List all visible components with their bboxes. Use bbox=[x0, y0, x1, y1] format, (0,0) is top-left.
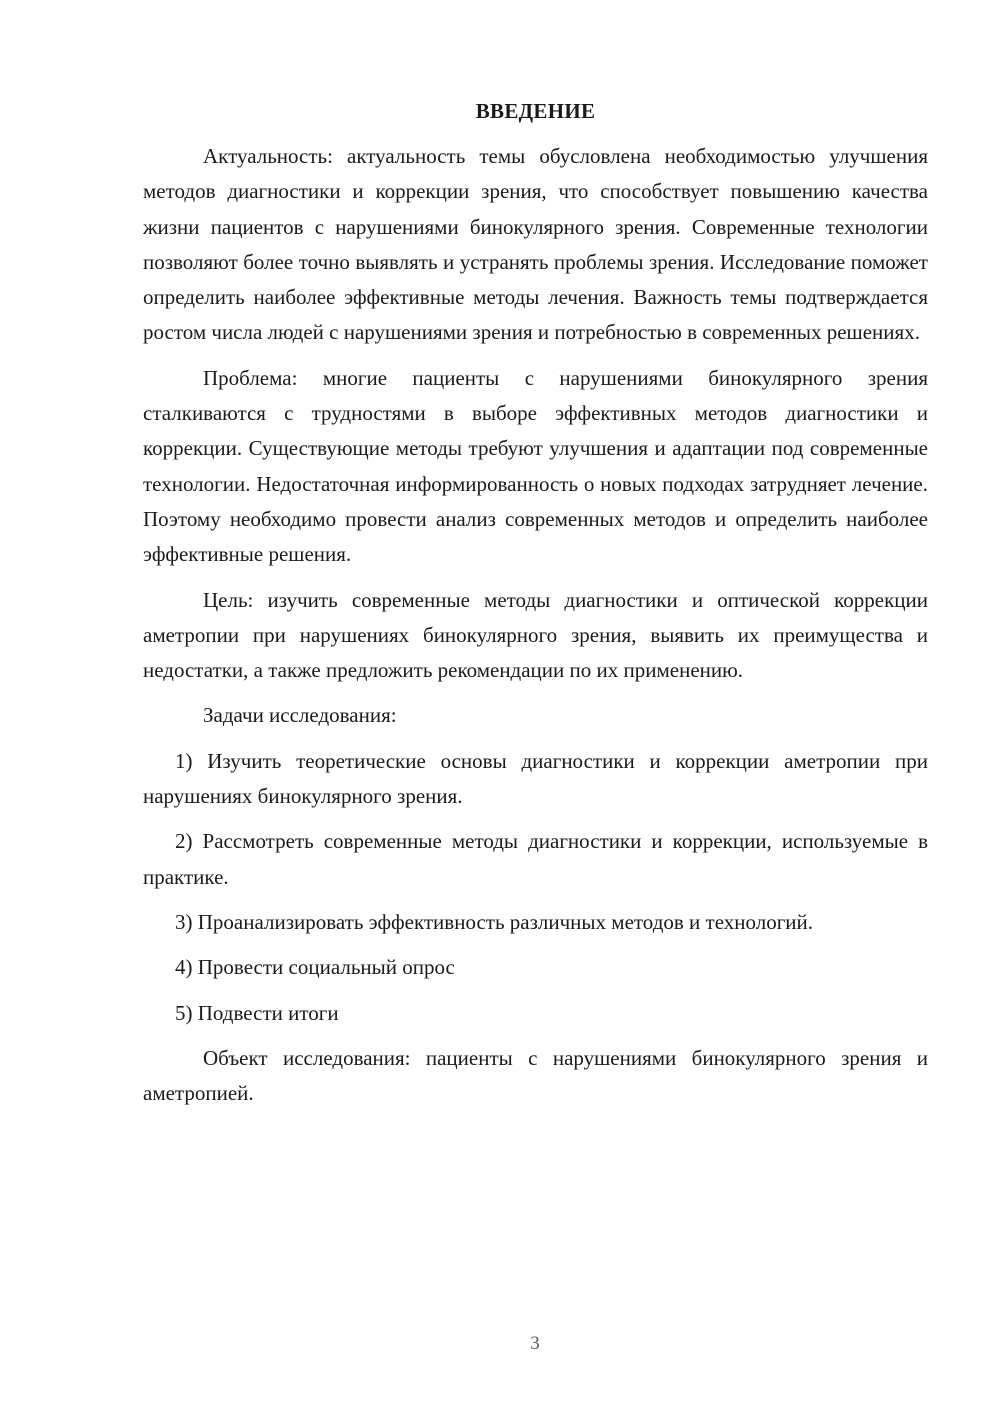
page-title: ВВЕДЕНИЕ bbox=[475, 99, 596, 123]
paragraph-relevance: Актуальность: актуальность темы обусловлена необходимостью улучшения методов диагностики и коррекции зрения, что способствует повышению качества жизни пациентов с нарушениями бинокулярного зрения. Современные технологии позволяют более точно выявлять и устранять проблемы зрения. Исследование поможет определить наиболее эффективные методы лечения. Важность темы подтверждается ростом числа людей с нарушениями зрения и потребностью в современных решениях. bbox=[143, 144, 928, 345]
task-item-4: 4) Провести социальный опрос bbox=[175, 955, 455, 980]
tasks-heading: Задачи исследования: bbox=[203, 703, 397, 728]
page-number: 3 bbox=[530, 1333, 540, 1354]
task-item-5: 5) Подвести итоги bbox=[175, 1000, 339, 1025]
task-item-1: 1) Изучить теоретические основы диагностики и коррекции аметропии при нарушениях бинокулярного зрения. bbox=[143, 748, 928, 809]
task-item-2: 2) Рассмотреть современные методы диагностики и коррекции, используемые в практике. bbox=[143, 829, 928, 889]
task-item-3: 3) Проанализировать эффективность различных методов и технологий. bbox=[175, 909, 814, 934]
paragraph-goal: Цель: изучить современные методы диагностики и оптической коррекции аметропии при нарушениях бинокулярного зрения, выявить их преимущества и недостатки, а также предложить рекомендации по их применению. bbox=[143, 587, 928, 683]
document-page bbox=[143, 96, 928, 1121]
paragraph-object: Объект исследования: пациенты с нарушениями бинокулярного зрения и аметропией. bbox=[143, 1045, 928, 1106]
paragraph-problem: Проблема: многие пациенты с нарушениями бинокулярного зрения сталкиваются с трудностями в выборе эффективных методов диагностики и коррекции. Существующие методы требуют улучшения и адаптации под современные технологии. Недостаточная информированность о новых подходах затрудняет лечение. Поэтому необходимо провести анализ современных методов и определить наиболее эффективные решения. bbox=[143, 365, 928, 567]
